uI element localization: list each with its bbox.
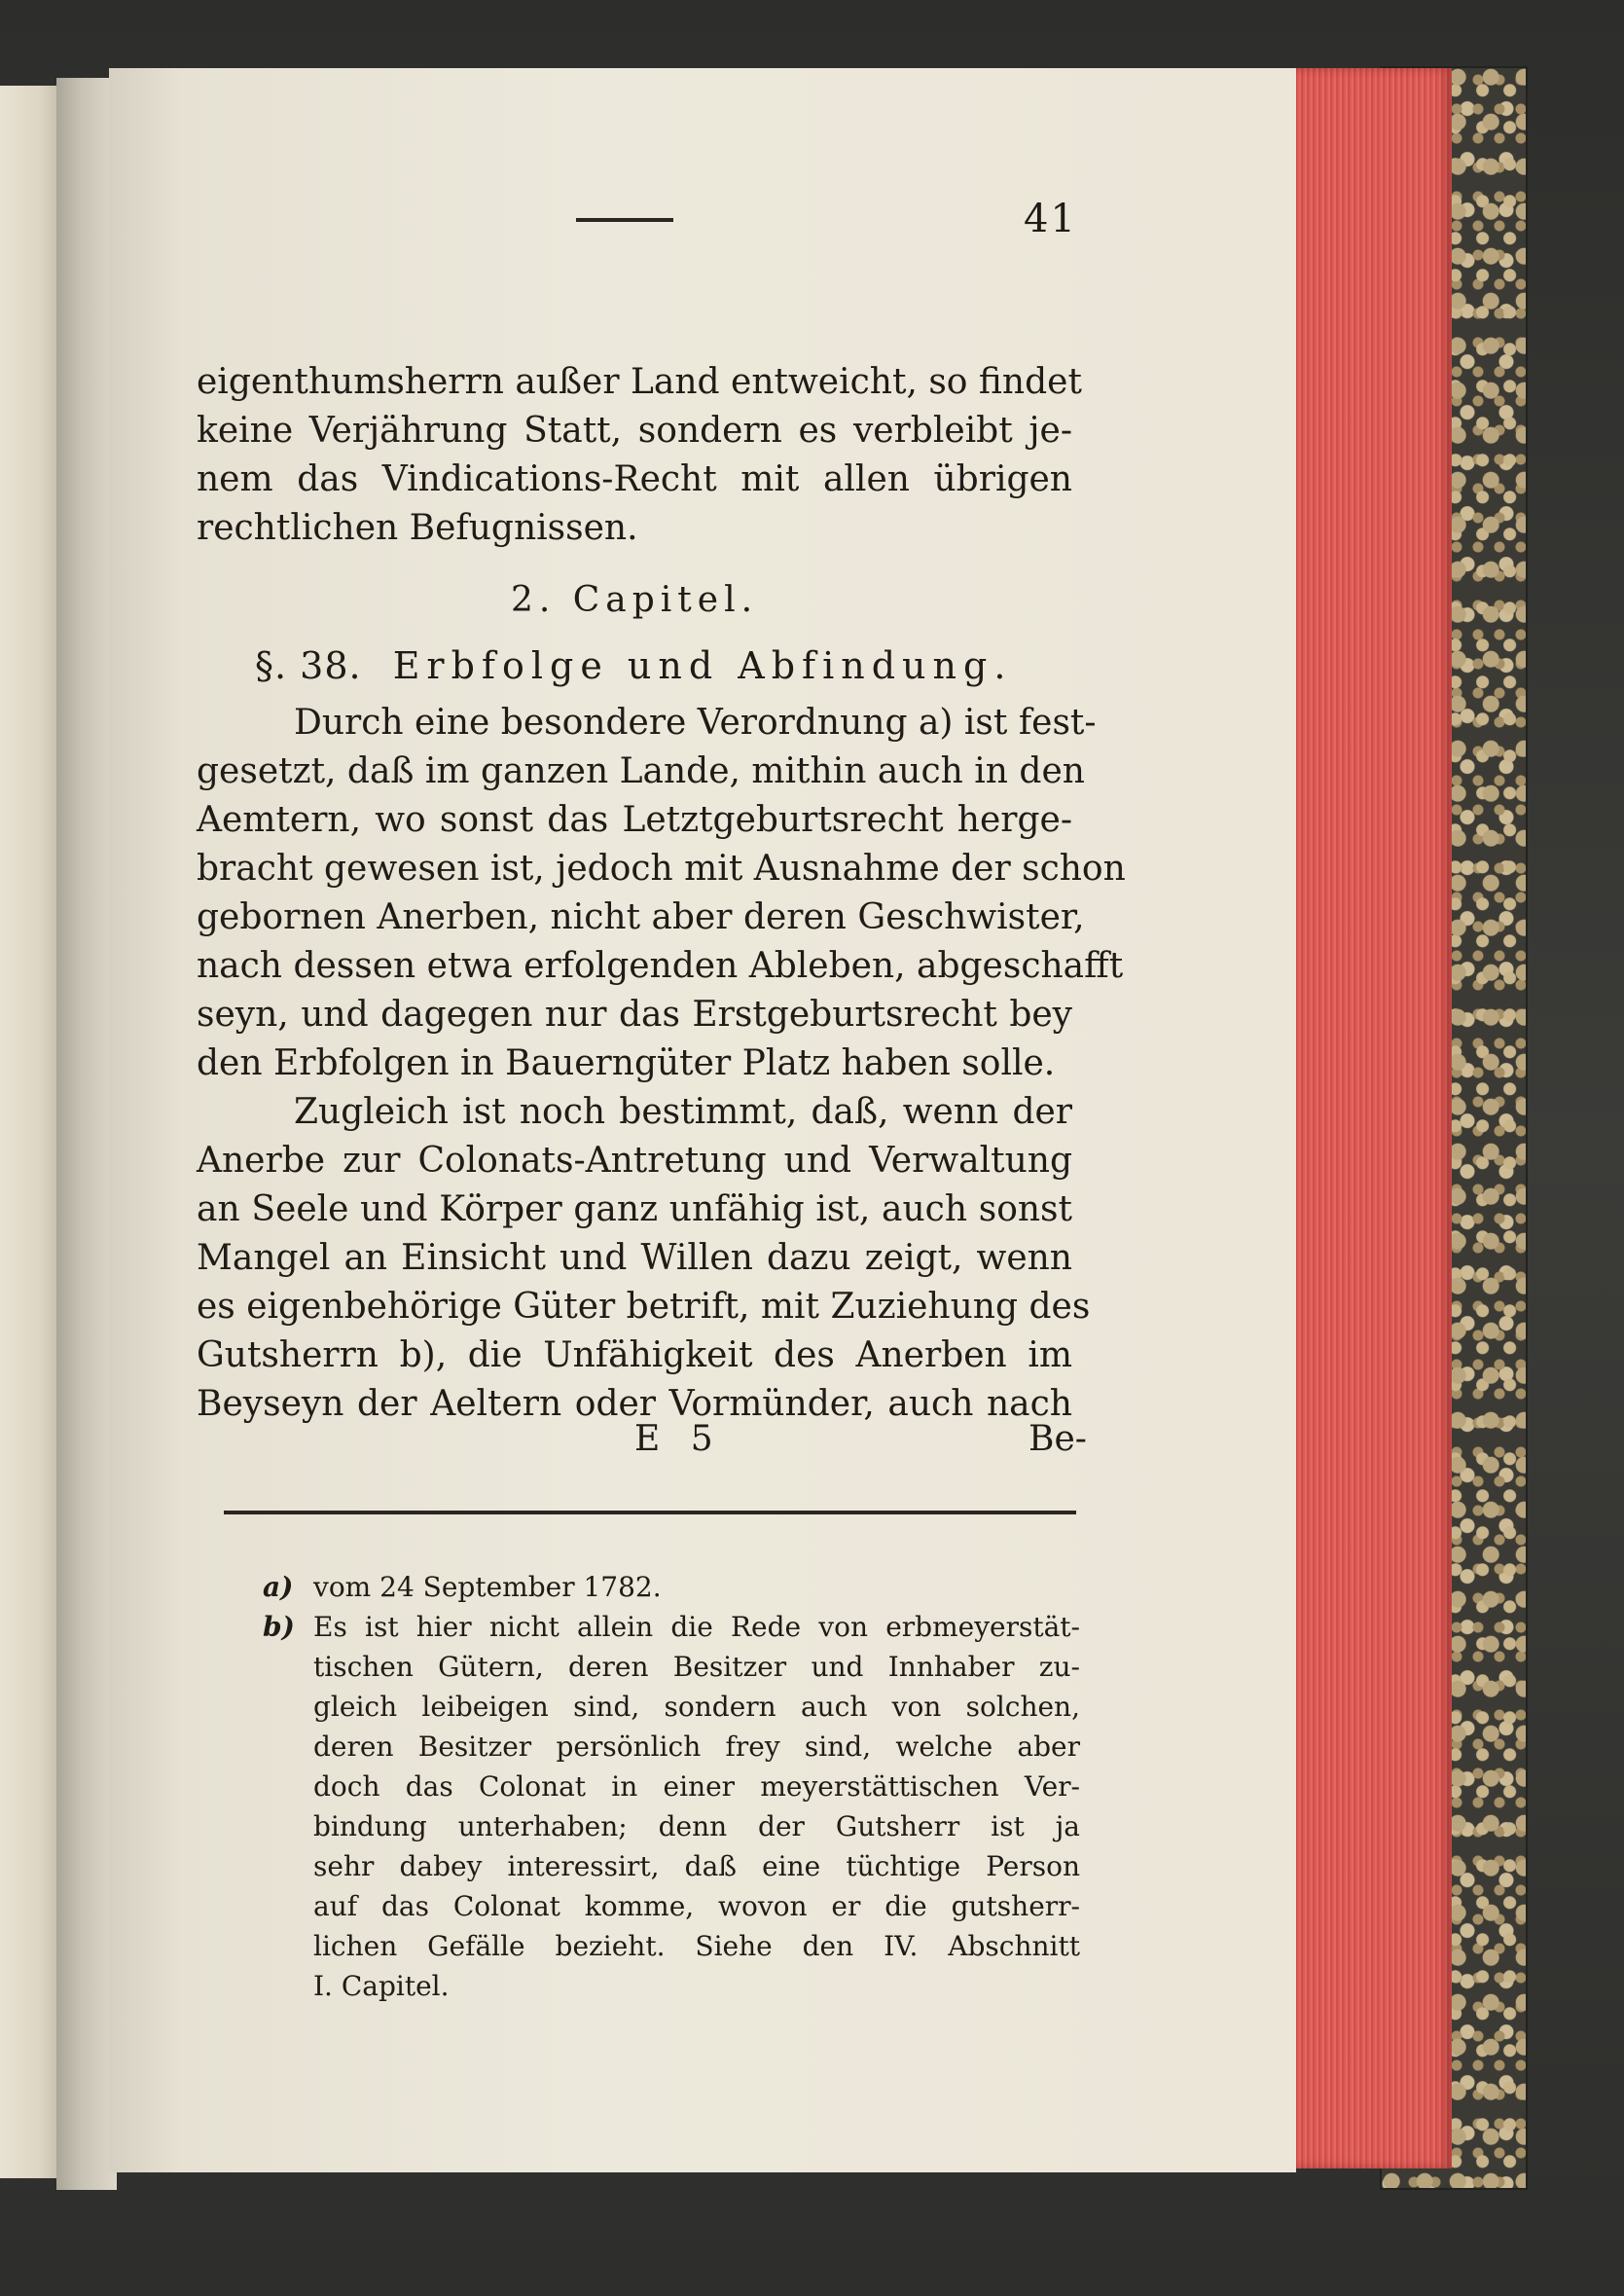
footnotes — [263, 1567, 1080, 2006]
text-line: Durch eine besondere Verordnung a) ist fest- — [294, 703, 1097, 743]
footnote-text: vom 24 September 1782. — [313, 1571, 662, 1603]
book-page — [109, 68, 1296, 2172]
previous-page-edge — [0, 86, 57, 2178]
text-line: Gutsherrn b), die Unfähigkeit des Anerben im — [197, 1335, 1072, 1375]
footnote-marker: b) — [263, 1611, 295, 1643]
section-label: §. 38. — [255, 644, 362, 687]
text-line: nach dessen etwa erfolgenden Ableben, abgeschafft — [197, 946, 1124, 986]
text-line: Zugleich ist noch bestimmt, daß, wenn der — [294, 1092, 1072, 1132]
footnote-line — [263, 1607, 1080, 1647]
signature-mark: E 5 — [634, 1419, 723, 1459]
text-line: rechtlichen Befugnissen. — [197, 508, 638, 548]
text-line: eigenthumsherrn außer Land entweicht, so findet — [197, 362, 1082, 402]
header-rule — [576, 218, 673, 222]
text-line: Mangel an Einsicht und Willen dazu zeigt, wenn — [197, 1238, 1072, 1278]
footnote-rule — [224, 1511, 1076, 1514]
footnote-marker: a) — [263, 1571, 294, 1603]
catchword: Be- — [1029, 1419, 1087, 1459]
footnote-line: deren Besitzer persönlich frey sind, welche aber — [313, 1731, 1080, 1763]
section-heading — [255, 644, 1012, 687]
footnote-line: bindung unterhaben; denn der Gutsherr ist ja — [313, 1810, 1080, 1842]
footnote-line — [263, 1567, 1080, 1607]
footnote-text: Es ist hier nicht allein die Rede von erbmeyerstät- — [313, 1611, 1080, 1643]
footnote-line: lichen Gefälle bezieht. Siehe den IV. Abschnitt — [313, 1930, 1080, 1962]
footnote-line: gleich leibeigen sind, sondern auch von solchen, — [313, 1691, 1080, 1723]
opening-paragraph — [197, 358, 1082, 553]
paragraph-1 — [197, 699, 1126, 1088]
paragraph-2 — [197, 1088, 1091, 1429]
text-line: es eigenbehörige Güter betrift, mit Zuziehung des — [197, 1287, 1091, 1327]
text-line: gebornen Anerben, nicht aber deren Geschwister, — [197, 897, 1085, 937]
text-line: Beyseyn der Aeltern oder Vormünder, auch nach — [197, 1384, 1072, 1424]
text-line: seyn, und dagegen nur das Erstgeburtsrecht bey — [197, 995, 1072, 1035]
text-line: Anerbe zur Colonats-Antretung und Verwaltung — [197, 1141, 1072, 1181]
text-line: Aemtern, wo sonst das Letztgeburtsrecht herge- — [197, 800, 1072, 840]
section-title: Erbfolge und Abfindung. — [392, 644, 1013, 687]
footnote-line: tischen Gütern, deren Besitzer und Innhaber zu- — [313, 1651, 1080, 1683]
footnote-line: doch das Colonat in einer meyerstättischen Ver- — [313, 1770, 1080, 1803]
text-line: bracht gewesen ist, jedoch mit Ausnahme der schon — [197, 849, 1126, 889]
red-page-edges — [1290, 68, 1452, 2168]
footnote-line: I. Capitel. — [313, 1970, 450, 2002]
text-line: den Erbfolgen in Bauerngüter Platz haben solle. — [197, 1043, 1056, 1083]
text-line: keine Verjährung Statt, sondern es verbleibt je- — [197, 411, 1072, 451]
page-number: 41 — [1024, 197, 1077, 241]
text-line: nem das Vindications-Recht mit allen übrigen — [197, 459, 1072, 499]
footnote-line: sehr dabey interessirt, daß eine tüchtige Person — [313, 1850, 1080, 1882]
chapter-heading: 2. Capitel. — [510, 580, 759, 620]
book-gutter — [56, 78, 117, 2190]
text-line: an Seele und Körper ganz unfähig ist, auch sonst — [197, 1189, 1072, 1229]
footnote-line: auf das Colonat komme, wovon er die gutsherr- — [313, 1890, 1080, 1922]
text-line: gesetzt, daß im ganzen Lande, mithin auch in den — [197, 751, 1085, 791]
page-content — [109, 68, 1296, 2172]
